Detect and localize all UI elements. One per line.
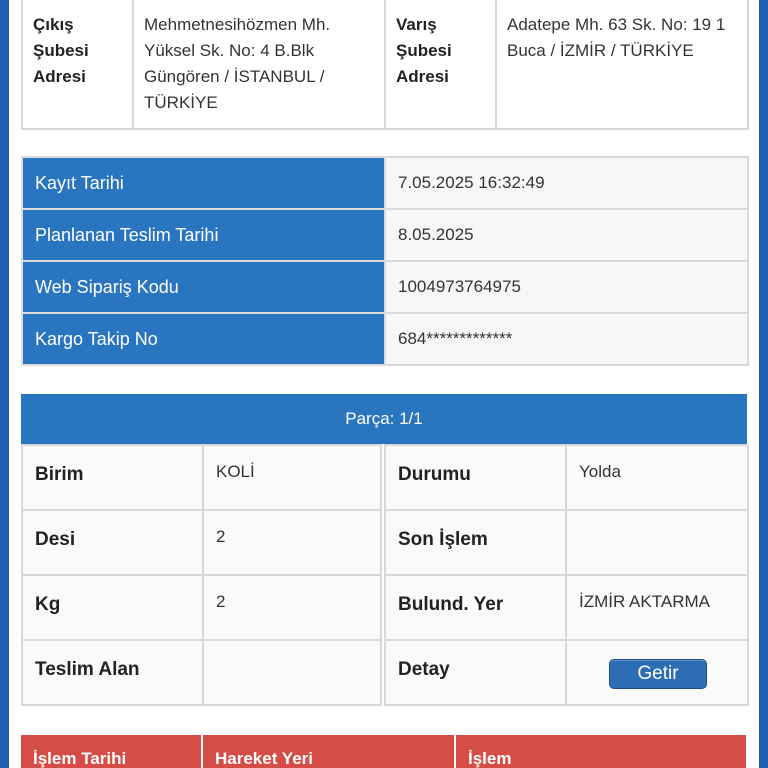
- table-row: [22, 640, 748, 705]
- destination-address-label: Varış Şubesi Adresi: [385, 0, 496, 129]
- planned-delivery-label: Planlanan Teslim Tarihi: [22, 209, 385, 261]
- column-header-movement-place: Hareket Yeri: [202, 735, 455, 768]
- received-by-value: [203, 640, 381, 705]
- table-row: [22, 0, 748, 129]
- movement-history-table: [21, 735, 748, 768]
- desi-label: Desi: [22, 510, 203, 575]
- origin-address-value: Mehmetnesihözmen Mh. Yüksel Sk. No: 4 B.Blk Güngören / İSTANBUL / TÜRKİYE: [133, 0, 385, 129]
- table-row: [22, 510, 748, 575]
- parcel-title: Parça: 1/1: [345, 409, 423, 428]
- table-row: [22, 445, 748, 510]
- table-row: [22, 157, 748, 209]
- branch-address-table: [21, 0, 749, 130]
- origin-address-label: Çıkış Şubesi Adresi: [22, 0, 133, 129]
- parcel-section-header: [21, 394, 747, 444]
- planned-delivery-value: 8.05.2025: [385, 209, 748, 261]
- detail-cell: [566, 640, 748, 705]
- status-label: Durumu: [385, 445, 566, 510]
- web-order-code-value: 1004973764975: [385, 261, 748, 313]
- weight-label: Kg: [22, 575, 203, 640]
- tracking-number-label: Kargo Takip No: [22, 313, 385, 365]
- get-detail-button[interactable]: Getir: [609, 659, 707, 689]
- table-row: [22, 209, 748, 261]
- last-operation-label: Son İşlem: [385, 510, 566, 575]
- column-header-operation-date: İşlem Tarihi: [21, 735, 202, 768]
- destination-address-value: Adatepe Mh. 63 Sk. No: 19 1 Buca / İZMİR / TÜRKİYE: [496, 0, 748, 129]
- received-by-label: Teslim Alan: [22, 640, 203, 705]
- record-date-label: Kayıt Tarihi: [22, 157, 385, 209]
- shipment-info-table: [21, 156, 749, 366]
- desi-value: 2: [203, 510, 381, 575]
- status-value: Yolda: [566, 445, 748, 510]
- unit-label: Birim: [22, 445, 203, 510]
- web-order-code-label: Web Sipariş Kodu: [22, 261, 385, 313]
- column-header-operation: İşlem: [455, 735, 747, 768]
- table-row: [22, 575, 748, 640]
- weight-value: 2: [203, 575, 381, 640]
- shipment-tracking-page: [9, 0, 759, 768]
- current-location-value: İZMİR AKTARMA: [566, 575, 748, 640]
- last-operation-value: [566, 510, 748, 575]
- unit-value: KOLİ: [203, 445, 381, 510]
- parcel-details-table: [21, 444, 749, 706]
- tracking-number-value: 684*************: [385, 313, 748, 365]
- table-header-row: [21, 735, 747, 768]
- detail-label: Detay: [385, 640, 566, 705]
- table-row: [22, 313, 748, 365]
- table-row: [22, 261, 748, 313]
- record-date-value: 7.05.2025 16:32:49: [385, 157, 748, 209]
- current-location-label: Bulund. Yer: [385, 575, 566, 640]
